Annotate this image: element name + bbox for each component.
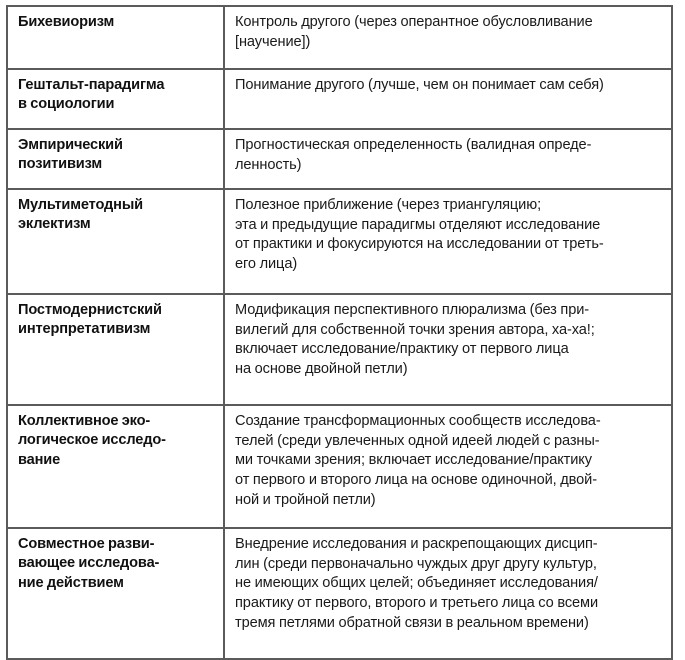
table-cell-definition	[224, 528, 672, 659]
definition-line: [научение])	[235, 33, 311, 50]
table-cell-definition	[224, 129, 672, 189]
table-cell-term	[7, 405, 224, 528]
paradigm-table	[6, 5, 673, 660]
definition-line: Внедрение исследования и раскрепощающих дисцип-	[235, 536, 598, 552]
definition-line: Прогностическая определенность (валидная опреде-	[235, 137, 592, 153]
definition-line: включает исследование/практику от первого лица	[235, 341, 569, 358]
definition-line: Модификация перспективного плюрализма (без при-	[235, 302, 590, 318]
term-line: Мультиметодный	[18, 197, 143, 213]
definition-line: Понимание другого (лучше, чем он понимает сам себя)	[235, 77, 604, 93]
table-cell-definition	[224, 189, 672, 294]
term-line: Гештальт-парадигма	[18, 77, 165, 93]
table-cell-definition	[224, 294, 672, 405]
table-cell-term	[7, 6, 224, 69]
definition-line: лин (среди первоначально чуждых друг другу культур,	[235, 555, 597, 572]
term-line: в социологии	[18, 96, 115, 113]
definition-line: от практики и фокусируются на исследовании от треть-	[235, 236, 604, 253]
table-row	[7, 69, 672, 129]
term-line: интерпретативизм	[18, 321, 151, 338]
term-line: ние действием	[18, 574, 124, 591]
table-row	[7, 189, 672, 294]
definition-line: эта и предыдущие парадигмы отделяют исследование	[235, 216, 601, 233]
term-line: Бихевиоризм	[18, 14, 115, 30]
table-cell-term	[7, 189, 224, 294]
table-row	[7, 294, 672, 405]
table-row	[7, 6, 672, 69]
definition-line: его лица)	[235, 256, 298, 273]
definition-line: ной и тройной петли)	[235, 491, 376, 508]
term-line: логическое исследо-	[18, 432, 166, 449]
table-row	[7, 528, 672, 659]
definition-line: телей (среди увлеченных одной идеей людей с разны-	[235, 432, 600, 449]
term-line: Эмпирический	[18, 137, 123, 153]
definition-line: Полезное приближение (через триангуляцию;	[235, 197, 542, 213]
term-line: Коллективное эко-	[18, 413, 151, 429]
term-line: Постмодернистский	[18, 302, 162, 318]
definition-line: ми точками зрения; включает исследование/практику	[235, 452, 592, 469]
table-cell-term	[7, 69, 224, 129]
term-line: вание	[18, 451, 61, 468]
definition-line: на основе двойной петли)	[235, 361, 408, 378]
definition-line: вилегий для собственной точки зрения автора, ха-ха!;	[235, 321, 595, 338]
table-cell-definition	[224, 6, 672, 69]
definition-line: практику от первого, второго и третьего лица со всеми	[235, 595, 599, 612]
table-cell-term	[7, 294, 224, 405]
table-body	[7, 6, 672, 659]
term-line: Совместное разви-	[18, 536, 155, 552]
definition-line: Контроль другого (через оперантное обусловливание	[235, 14, 593, 30]
definition-line: ленность)	[235, 156, 302, 173]
table-cell-term	[7, 528, 224, 659]
definition-line: от первого и второго лица на основе одиночной, двой-	[235, 472, 597, 489]
table-row	[7, 405, 672, 528]
term-line: эклектизм	[18, 216, 91, 233]
table-cell-definition	[224, 69, 672, 129]
table-cell-definition	[224, 405, 672, 528]
term-line: вающее исследова-	[18, 555, 160, 572]
table-row	[7, 129, 672, 189]
term-line: позитивизм	[18, 156, 103, 173]
definition-line: не имеющих общих целей; объединяет исследования/	[235, 575, 598, 592]
table-cell-term	[7, 129, 224, 189]
definition-line: Создание трансформационных сообществ исследова-	[235, 413, 601, 429]
definition-line: тремя петлями обратной связи в реальном времени)	[235, 614, 589, 631]
